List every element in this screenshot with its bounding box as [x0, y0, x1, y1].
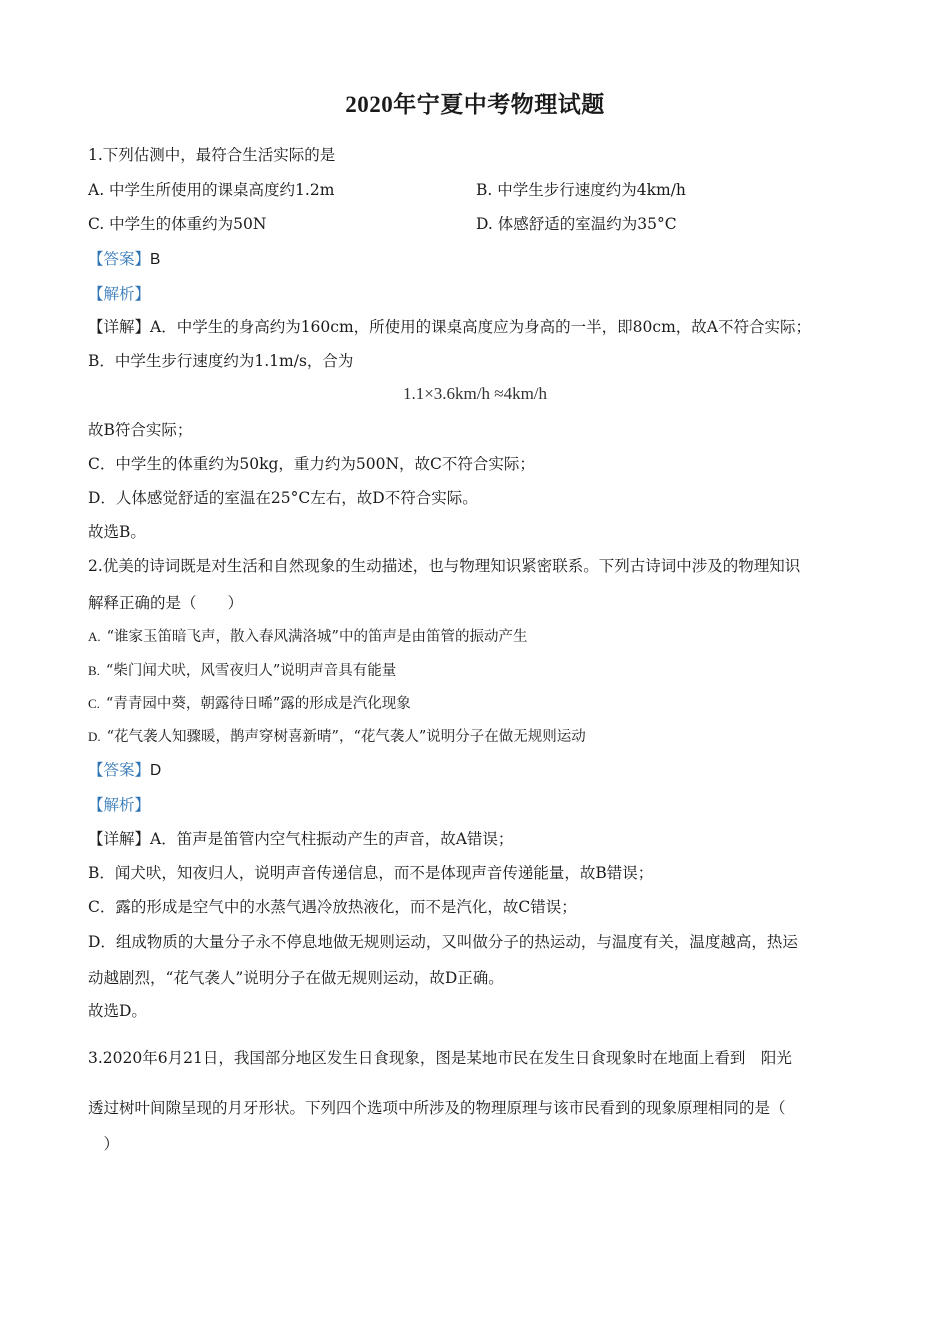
q1-option-c: C. 中学生的体重约为50N [88, 215, 267, 233]
q1-analysis-tag: 【解析】 [88, 285, 151, 303]
q2-analysis-tag: 【解析】 [88, 796, 151, 814]
q2-option-c [88, 694, 411, 714]
q1-detail-line: 故B符合实际； [88, 421, 193, 439]
q1-option-d: D. 体感舒适的室温约为35°C [476, 215, 677, 233]
q2-detail-line: D．组成物质的大量分子永不停息地做无规则运动，又叫做分子的热运动，与温度有关，温度越高，热运 [88, 933, 798, 951]
q2-option-d [88, 727, 586, 747]
q2-answer-line [88, 760, 161, 781]
q2-detail-line: 动越剧烈，“花气袭人”说明分子在做无规则运动，故D正确。 [88, 969, 504, 987]
q2-option-c-text: “青青园中葵，朝露待日晞”露的形成是汽化现象 [105, 696, 411, 712]
q2-detail-line: C．露的形成是空气中的水蒸气遇冷放热液化，而不是汽化，故C错误； [88, 898, 577, 916]
q2-stem-line: 解释正确的是（ ） [88, 594, 244, 612]
q1-conclusion: 故选B。 [88, 523, 146, 541]
page-title: 2020年宁夏中考物理试题 [345, 92, 605, 117]
q1-detail-line: 【详解】A．中学生的身高约为160cm，所使用的课桌高度应为身高的一半，即80cm，故A不符合实际； [88, 318, 811, 336]
q2-detail-line: 【详解】A．笛声是笛管内空气柱振动产生的声音，故A错误； [88, 830, 514, 848]
q2-option-c-letter: C. [88, 696, 100, 711]
q1-answer-line [88, 249, 160, 270]
q1-stem: 1.下列估测中，最符合生活实际的是 [88, 146, 336, 164]
q1-formula: 1.1×3.6km/h ≈4km/h [402, 384, 548, 403]
q3-stem-line: 透过树叶间隙呈现的月牙形状。下列四个选项中所涉及的物理原理与该市民看到的现象原理相同的是（ [88, 1099, 786, 1117]
q2-answer-value: D [150, 762, 162, 779]
q1-detail-line: D．人体感觉舒适的室温在25°C左右，故D不符合实际。 [88, 489, 478, 507]
q2-option-b-text: “柴门闻犬吠，风雪夜归人”说明声音具有能量 [105, 663, 397, 679]
q3-stem-line: ） [88, 1135, 120, 1153]
q1-option-b: B. 中学生步行速度约为4km/h [476, 181, 686, 199]
q2-option-d-letter: D. [88, 729, 101, 744]
q2-stem-line: 2.优美的诗词既是对生活和自然现象的生动描述，也与物理知识紧密联系。下列古诗词中涉及的物理知识 [88, 557, 801, 575]
q2-option-a-letter: A. [88, 629, 101, 644]
q1-answer-tag: 【答案】 [88, 250, 151, 268]
q2-answer-tag: 【答案】 [88, 761, 151, 779]
q2-option-b [88, 661, 396, 681]
q3-stem-line: 3.2020年6月21日，我国部分地区发生日食现象，图是某地市民在发生日食现象时在地面上看到 阳光 [88, 1049, 792, 1067]
q2-conclusion: 故选D。 [88, 1002, 147, 1020]
q2-option-a [88, 627, 527, 647]
q2-detail-line: B．闻犬吠，知夜归人，说明声音传递信息，而不是体现声音传递能量，故B错误； [88, 864, 654, 882]
q1-detail-line: C．中学生的体重约为50kg，重力约为500N，故C不符合实际； [88, 455, 535, 473]
q1-answer-value: B [150, 251, 161, 268]
q1-detail-line: B．中学生步行速度约为1.1m/s，合为 [88, 352, 354, 370]
q2-option-a-text: “谁家玉笛暗飞声，散入春风满洛城”中的笛声是由笛管的振动产生 [106, 629, 528, 645]
q2-option-b-letter: B. [88, 663, 100, 678]
q2-option-d-text: “花气袭人知骤暖，鹊声穿树喜新晴”，“花气袭人”说明分子在做无规则运动 [106, 729, 586, 745]
q1-option-a: A. 中学生所使用的课桌高度约1.2m [88, 181, 335, 199]
